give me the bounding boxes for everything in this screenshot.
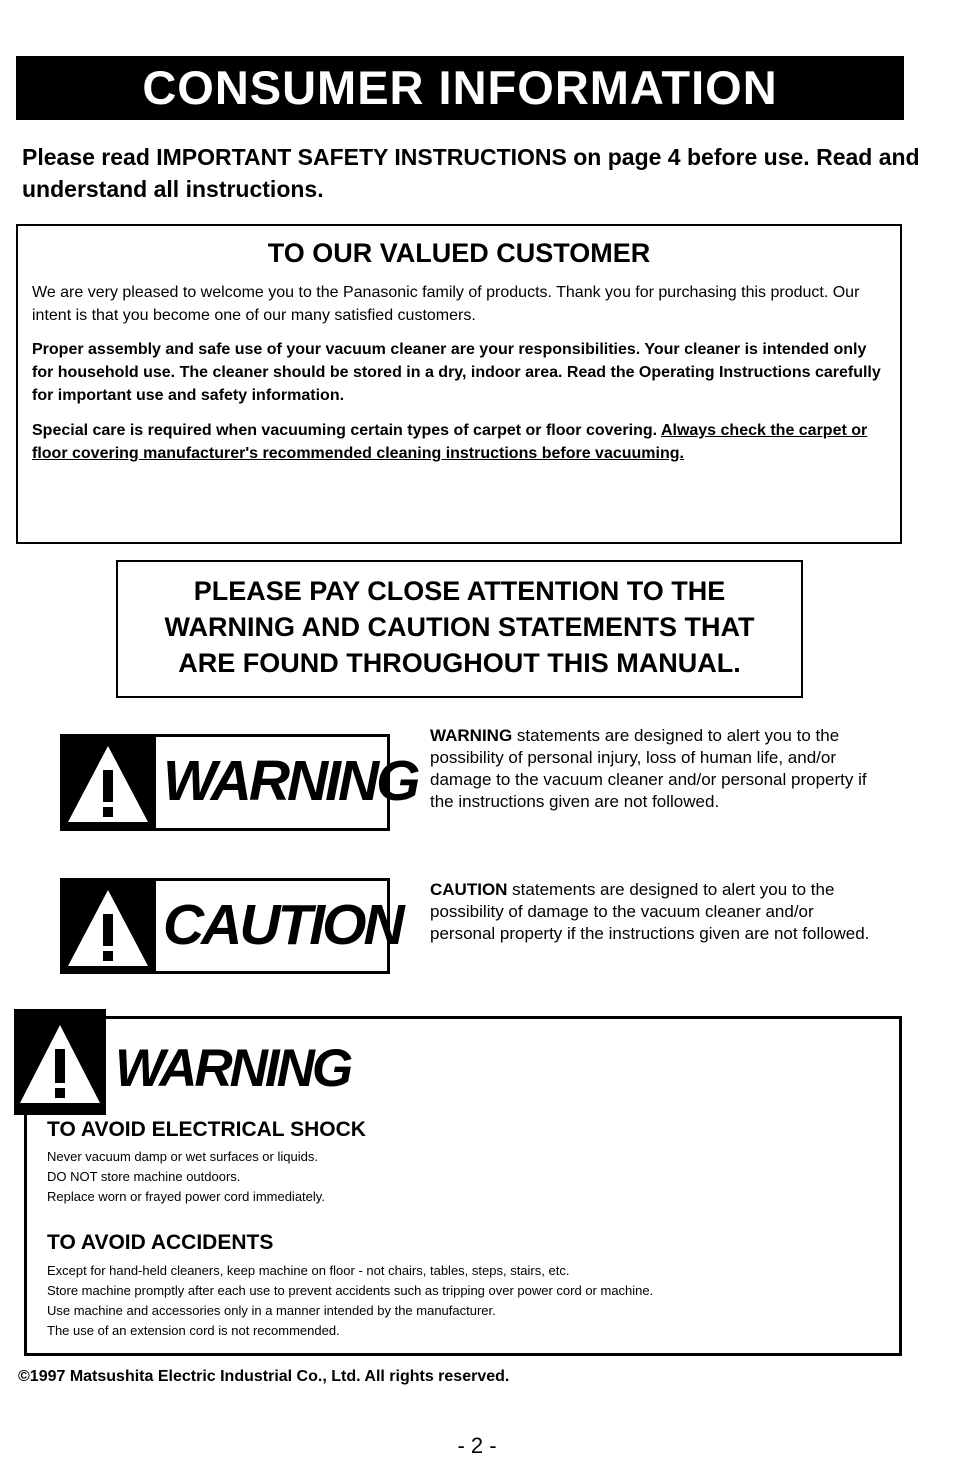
care-text-plain: Special care is required when vacuuming certain types of carpet or floor covering. [32, 422, 661, 439]
warning-triangle-icon [60, 734, 156, 830]
caution-description-lead: CAUTION [430, 880, 508, 899]
accidents-list [47, 1261, 653, 1341]
attention-box [116, 560, 803, 698]
safety-warning-label: WARNING [115, 1039, 351, 1098]
list-item: Never vacuum damp or wet surfaces or liquids. [47, 1149, 318, 1164]
valued-customer-box [16, 224, 902, 544]
copyright-notice: ©1997 Matsushita Electric Industrial Co., Ltd. All rights reserved. [18, 1368, 510, 1385]
safety-warning-box [24, 1016, 902, 1356]
list-item: Store machine promptly after each use to prevent accidents such as tripping over power cord or machine. [47, 1283, 654, 1298]
caution-description [430, 879, 870, 945]
warning-description-lead: WARNING [430, 726, 513, 745]
warning-description [430, 725, 870, 813]
accidents-heading: TO AVOID ACCIDENTS [47, 1231, 274, 1254]
caution-sign [60, 878, 402, 974]
customer-care-text [32, 419, 886, 465]
caution-description-text: statements are designed to alert you to the possibility of damage to the vacuum cleaner and/or personal property if the instructions given are not followed. [430, 880, 870, 943]
electrical-shock-list [47, 1147, 325, 1207]
list-item: Except for hand-held cleaners, keep machine on floor - not chairs, tables, steps, stairs, etc. [47, 1263, 570, 1278]
list-item: DO NOT store machine outdoors. [47, 1169, 241, 1184]
page-number: - 2 - [457, 1433, 497, 1458]
customer-heading: TO OUR VALUED CUSTOMER [267, 238, 651, 268]
attention-line: ARE FOUND THROUGHOUT THIS MANUAL. [178, 648, 741, 678]
list-item: Replace worn or frayed power cord immediately. [47, 1189, 325, 1204]
warning-sign-label: WARNING [163, 749, 418, 813]
customer-welcome-text: We are very pleased to welcome you to the Panasonic family of products. Thank you for purchasing this product. Our intent is that you become one of our many satisfied customers. [32, 284, 860, 324]
page-banner: CONSUMER INFORMATION [16, 56, 904, 120]
list-item: The use of an extension cord is not recommended. [47, 1323, 340, 1338]
warning-description-text: statements are designed to alert you to the possibility of personal injury, loss of human life, and/or damage to the vacuum cleaner and/or personal property if the instructions given are not followed. [430, 726, 867, 811]
warning-triangle-icon [14, 1009, 106, 1115]
caution-sign-label: CAUTION [163, 893, 402, 957]
list-item: Use machine and accessories only in a manner intended by the manufacturer. [47, 1303, 496, 1318]
attention-line: WARNING AND CAUTION STATEMENTS THAT [164, 612, 755, 642]
customer-responsibility-text: Proper assembly and safe use of your vacuum cleaner are your responsibilities. Your cleaner is intended only for household use. The cleaner should be stored in a dry, indoor area. Read the Operating Instructions carefully for important use and safety information. [32, 341, 881, 404]
caution-triangle-icon [60, 878, 156, 974]
intro-notice: Please read IMPORTANT SAFETY INSTRUCTIONS on page 4 before use. Read and understand all instructions. [22, 144, 920, 202]
electrical-shock-heading: TO AVOID ELECTRICAL SHOCK [47, 1118, 366, 1141]
care-text-underlined: Always check the carpet or floor covering manufacturer's recommended cleaning instructions before vacuuming. [32, 422, 868, 462]
attention-line: PLEASE PAY CLOSE ATTENTION TO THE [193, 576, 726, 606]
warning-sign [60, 734, 418, 831]
